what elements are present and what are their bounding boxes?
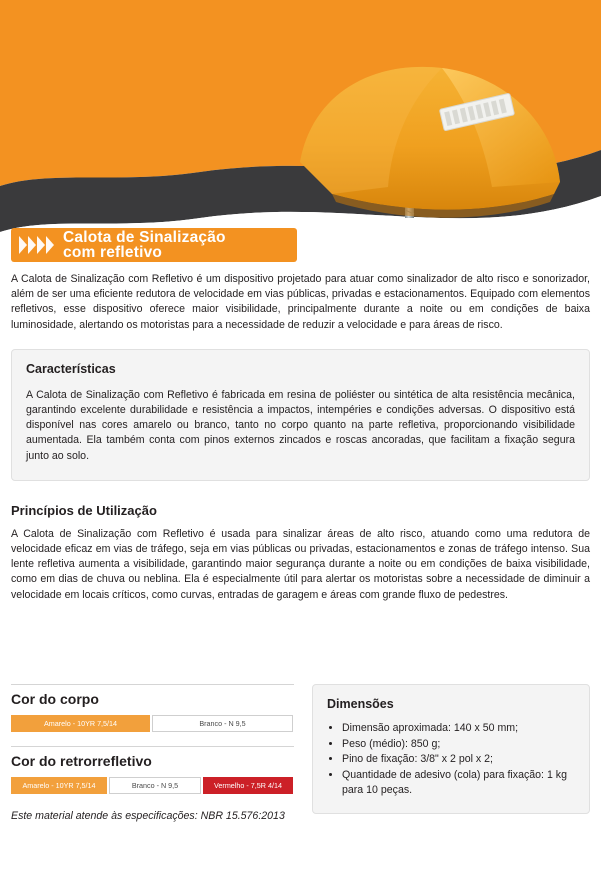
cor-corpo-heading: Cor do corpo (11, 691, 99, 707)
swatch-corpo-branco: Branco - N 9,5 (152, 715, 293, 732)
intro-paragraph: A Calota de Sinalização com Refletivo é um dispositivo projetado para atuar como sinalizador de alto risco e sonorizador, além de ser uma eficiente redutora de velocidade em vias públicas, privadas e estacionamentos. Equipado com elementos refletivos, esse dispositivo oferece maior visibilidade, principalmente durante a noite ou em condições de baixa luminosidade, alertando os motoristas para a necessidade de reduzir a velocidade e para áreas de risco. (11, 273, 590, 331)
swatch-corpo-amarelo: Amarelo - 10YR 7,5/14 (11, 715, 150, 732)
principios-heading: Princípios de Utilização (11, 502, 157, 518)
caracteristicas-heading: Características (26, 361, 116, 376)
page-title-line2: com refletivo (63, 244, 163, 261)
swatch-retro-vermelho: Vermelho - 7,5R 4/14 (203, 777, 293, 794)
dimensoes-column (312, 684, 590, 814)
list-item: • Dimensão aproximada: 140 x 50 mm; (342, 721, 575, 737)
page-title-line1: Calota de Sinalização (63, 229, 226, 246)
header-banner (0, 0, 601, 268)
color-columns (11, 684, 294, 814)
cor-retro-swatches (11, 777, 294, 794)
caracteristicas-card (11, 349, 590, 481)
list-item: • Peso (médio): 850 g; (342, 737, 575, 753)
cor-corpo-swatches (11, 715, 294, 732)
lower-section (11, 684, 590, 814)
page-title-ribbon (11, 228, 297, 262)
caracteristicas-body: A Calota de Sinalização com Refletivo é fabricada em resina de poliéster ou sintética de alta resistência mecânica, garantindo excelente durabilidade e resistência a impactos, intempéries e condições adversas. O dispositivo está disponível nas cores amarelo ou branco, tanto no corpo quanto na parte refletiva, proporcionando visibilidade aumentada. Ela também conta com pinos externos zincados e roscas ancoradas, que facilitam a fixação segura junto ao solo. (26, 388, 575, 462)
product-image (292, 54, 582, 254)
chevrons-icon (11, 236, 59, 254)
page-title (59, 230, 226, 260)
dimensoes-list (327, 721, 575, 799)
divider-corpo (11, 684, 294, 685)
list-item: • Quantidade de adesivo (cola) para fixação: 1 kg para 10 peças. (342, 768, 575, 799)
dimensoes-card (312, 684, 590, 814)
main-content (11, 272, 590, 603)
principios-body: A Calota de Sinalização com Refletivo é usada para sinalizar áreas de alto risco, atuando como uma redutora de velocidade eficaz em vias de tráfego, seja em vias públicas ou privadas, estacionamentos e zonas de tráfego intenso. Sua lente refletiva aumenta a visibilidade, garantindo maior segurança durante a noite ou em condições de baixa visibilidade, como em dias de chuva ou neblina. Ela é especialmente útil para alertar os motoristas sobre a necessidade de diminuir a velocidade em locais críticos, como curvas, entradas de garagem e áreas com grande fluxo de pedestres. (11, 527, 590, 601)
swatch-retro-amarelo: Amarelo - 10YR 7,5/14 (11, 777, 107, 794)
cor-retro-heading: Cor do retrorrefletivo (11, 753, 152, 769)
footer-note: Este material atende às especificações: NBR 15.576:2013 (11, 810, 285, 822)
swatch-retro-branco: Branco - N 9,5 (109, 777, 201, 794)
dimensoes-heading: Dimensões (327, 697, 394, 711)
divider-retro (11, 746, 294, 747)
list-item: • Pino de fixação: 3/8" x 2 pol x 2; (342, 752, 575, 768)
